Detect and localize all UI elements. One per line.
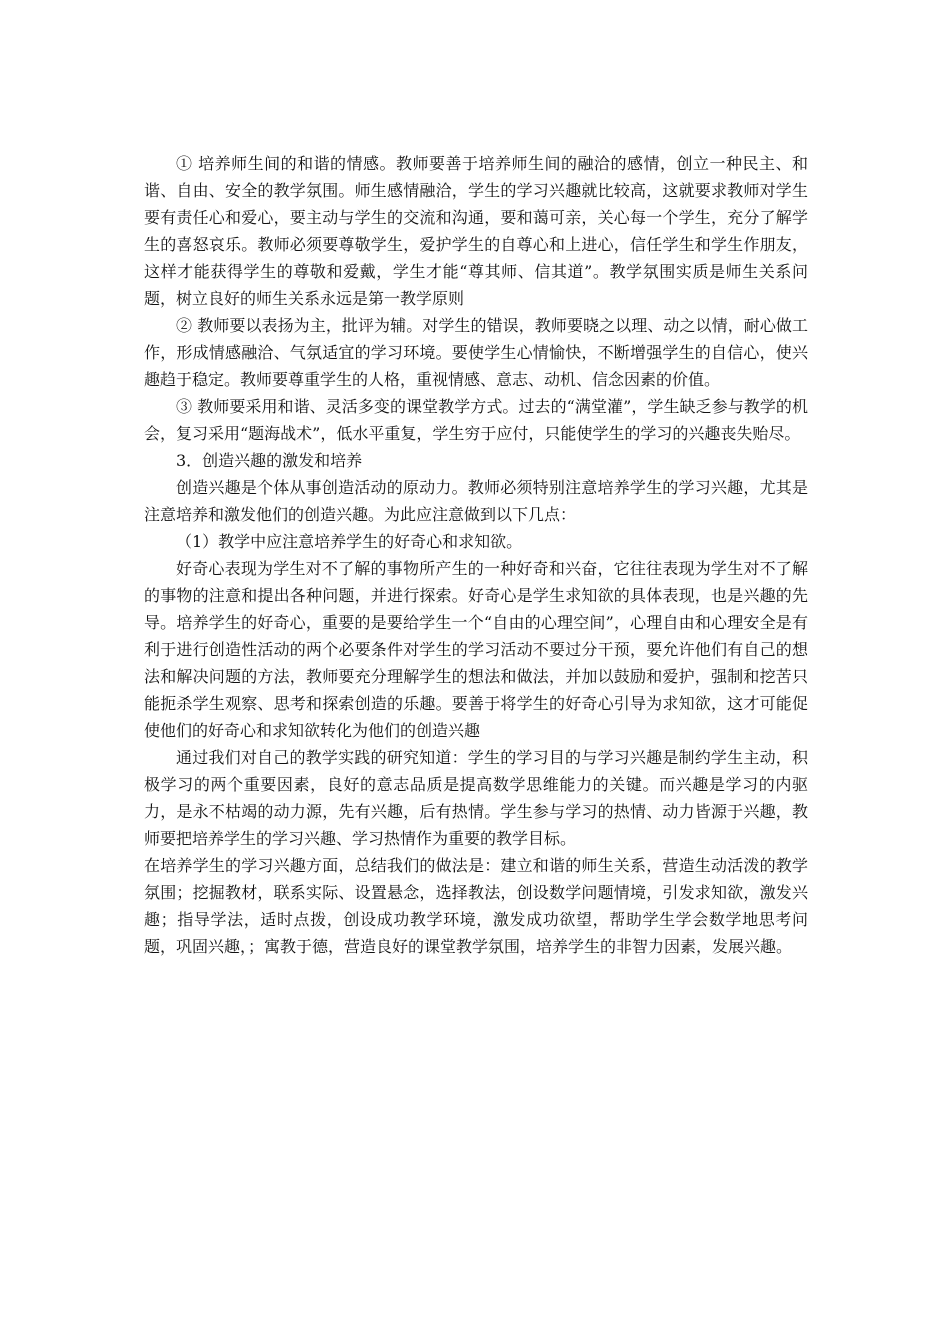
subheading-curiosity: （1）教学中应注意培养学生的好奇心和求知欲。 <box>176 532 523 551</box>
paragraph-praise-first: ② 教师要以表扬为主，批评为辅。对学生的错误，教师要晓之以理、动之以情，耐心做工作，形成情感融洽、气氛适宜的学习环境。要使学生心情愉快，不断增强学生的自信心，使兴趣趋于稳定。教师要尊重学生的人格，重视情感、意志、动机、信念因素的价值。 <box>144 316 808 389</box>
paragraph-curiosity: 好奇心表现为学生对不了解的事物所产生的一种好奇和兴奋，它往往表现为学生对不了解的事物的注意和提出各种问题，并进行探索。好奇心是学生求知欲的具体表现，也是兴趣的先导。培养学生的好奇心，重要的是要给学生一个“自由的心理空间”，心理自由和心理安全是有利于进行创造性活动的两个必要条件对学生的学习活动不要过分干预，要允许他们有自己的想法和解决问题的方法，教师要充分理解学生的想法和做法，并加以鼓励和爱护，强制和挖苦只能扼杀学生观察、思考和探索创造的乐趣。要善于将学生的好奇心引导为求知欲，这才可能促使他们的好奇心和求知欲转化为他们的创造兴趣 <box>144 559 808 740</box>
paragraph-flexible-teaching: ③ 教师要采用和谐、灵活多变的课堂教学方式。过去的“满堂灌”，学生缺乏参与教学的机会，复习采用“题海战术”，低水平重复，学生穷于应付，只能使学生的学习的兴趣丧失贻尽。 <box>144 397 808 443</box>
section-heading-creative-interest: 3．创造兴趣的激发和培养 <box>176 451 363 470</box>
document-body <box>144 150 808 960</box>
paragraph-harmonious-emotion: ① 培养师生间的和谐的情感。教师要善于培养师生间的融洽的感情，创立一种民主、和谐、自由、安全的教学氛围。师生感情融洽，学生的学习兴趣就比较高，这就要求教师对学生要有责任心和爱心，要主动与学生的交流和沟通，要和蔼可亲，关心每一个学生，充分了解学生的喜怒哀乐。教师必须要尊敬学生，爱护学生的自尊心和上进心，信任学生和学生作朋友，这样才能获得学生的尊敬和爱戴，学生才能“尊其师、信其道”。教学氛围实质是师生关系问题，树立良好的师生关系永远是第一教学原则 <box>144 154 808 308</box>
paragraph-research-findings: 通过我们对自己的教学实践的研究知道：学生的学习目的与学习兴趣是制约学生主动，积极学习的两个重要因素，良好的意志品质是提高数学思维能力的关键。而兴趣是学习的内驱力，是永不枯竭的动力源，先有兴趣，后有热情。学生参与学习的热情、动力皆源于兴趣，教师要把培养学生的学习兴趣、学习热情作为重要的教学目标。 <box>144 748 808 848</box>
paragraph-creative-interest-intro: 创造兴趣是个体从事创造活动的原动力。教师必须特别注意培养学生的学习兴趣，尤其是注意培养和激发他们的创造兴趣。为此应注意做到以下几点： <box>144 478 808 524</box>
paragraph-summary-practices: 在培养学生的学习兴趣方面，总结我们的做法是：建立和谐的师生关系，营造生动活泼的教学氛围；挖掘教材，联系实际、设置悬念，选择教法，创设数学问题情境，引发求知欲，激发兴趣；指导学法，适时点拨，创设成功教学环境，激发成功欲望，帮助学生学会数学地思考问题，巩固兴趣，；寓教于德，营造良好的课堂教学氛围，培养学生的非智力因素，发展兴趣。 <box>144 856 808 956</box>
